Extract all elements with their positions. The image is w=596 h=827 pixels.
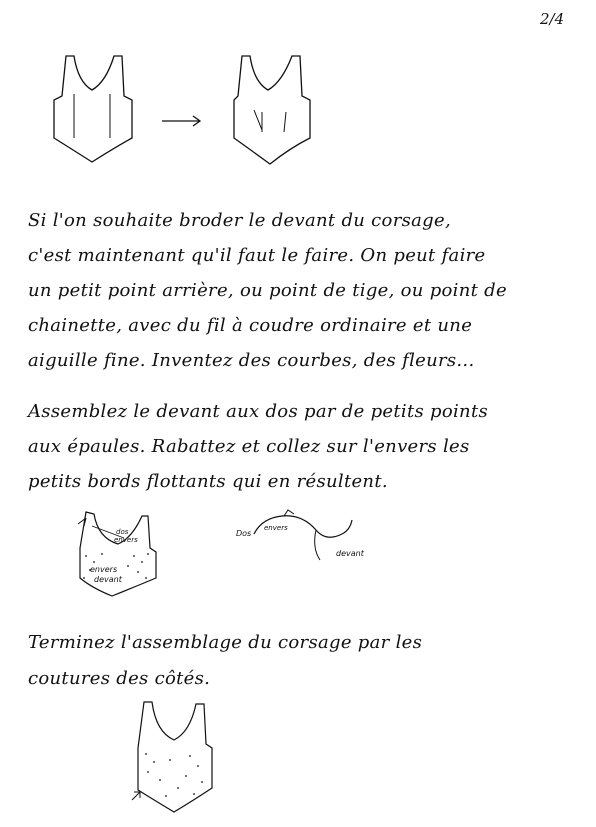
text-line: Assemblez le devant aux dos par de petits points <box>28 401 489 422</box>
bodice-sketch-after <box>226 52 316 167</box>
side-seam-sketch <box>130 696 220 816</box>
bodice-sketch-before <box>48 52 138 167</box>
instruction-paragraph-embroidery <box>28 203 507 378</box>
text-line: chainette, avec du fil à coudre ordinaire et une <box>28 315 473 336</box>
text-line: Terminez l'assemblage du corsage par les <box>28 632 423 653</box>
text-line: coutures des côtés. <box>28 668 211 689</box>
label-envers-devant-1: envers <box>90 565 118 574</box>
instruction-paragraph-shoulders <box>28 394 488 499</box>
label-dos-right: Dos <box>236 529 252 538</box>
text-line: petits bords flottants qui en résultent. <box>28 471 388 492</box>
text-line: un petit point arrière, ou point de tige, ou point de <box>28 280 507 301</box>
label-envers-right: envers <box>264 524 288 532</box>
page-number: 2/4 <box>540 10 565 28</box>
text-line: aux épaules. Rabattez et collez sur l'envers les <box>28 436 470 457</box>
label-dos: dos <box>116 528 129 536</box>
text-line: c'est maintenant qu'il faut le faire. On peut faire <box>28 245 486 266</box>
shoulder-assembly-sketch-left <box>72 508 172 598</box>
label-devant-right: devant <box>336 549 364 558</box>
text-line: Si l'on souhaite broder le devant du corsage, <box>28 210 451 231</box>
label-envers: envers <box>114 536 138 544</box>
instruction-paragraph-side-seams <box>28 625 422 697</box>
shoulder-assembly-sketch-right <box>232 508 382 573</box>
arrow-right-icon <box>160 114 205 128</box>
text-line: aiguille fine. Inventez des courbes, des fleurs... <box>28 350 475 371</box>
label-envers-devant-2: devant <box>94 575 122 584</box>
